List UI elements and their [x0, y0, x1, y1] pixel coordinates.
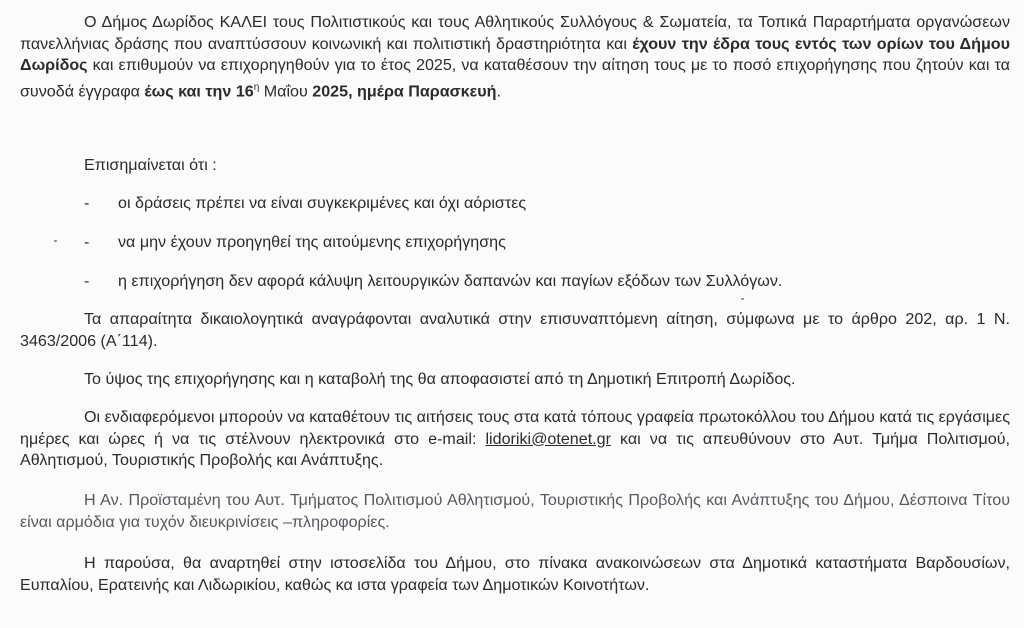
scan-speck	[741, 298, 744, 300]
invitation-text: Ο Δήμος Δωρίδος ΚΑΛΕΙ τους Πολιτιστικούς και τους Αθλητικούς Συλλόγους & Σωματεία, τα Τοπικά Παραρτήματα οργανώσεων πανελλήνιας δράσης που αναπτύσσουν κοινωνική και πολιτιστική δραστηριότητα και	[20, 13, 1010, 53]
bullet-text: η επιχορήγηση δεν αφορά κάλυψη λειτουργικών δαπανών και παγίων εξόδων των Συλλόγων.	[118, 272, 783, 290]
invitation-period: .	[496, 81, 501, 100]
deadline-month: Μαΐου	[259, 81, 313, 100]
submission-paragraph	[20, 407, 1010, 472]
invitation-bold-seat: έχουν την έδρα τους εντός των ορίων του Δήμου Δωρίδος	[20, 34, 1010, 74]
invitation-paragraph	[20, 12, 1010, 102]
publish-paragraph: Η παρούσα, θα αναρτηθεί στην ιστοσελίδα του Δήμου, στο πίνακα ανακοινώσεων στα Δημοτικά καταστήματα Βαρδουσίων, Ευπαλίου, Ερατεινής και Λιδωρικίου, καθώς κα ιστα γραφεία των Δημοτικών Κοινοτήτων.	[20, 554, 1010, 594]
contact-paragraph: Η Αν. Προϊσταμένη του Αυτ. Τμήματος Πολιτισμού Αθλητισμού, Τουριστικής Προβολής και Ανάπτυξης του Δήμου, Δέσποινα Τίτου είναι αρμόδια για τυχόν διευκρινίσεις –πληροφορίες.	[20, 491, 1010, 531]
bullet-dash: -	[84, 194, 90, 212]
deadline-superscript: η	[253, 81, 260, 93]
deadline-bold: έως και την 16	[144, 81, 254, 100]
document-page	[20, 0, 1010, 628]
documents-paragraph: Τα απαραίτητα δικαιολογητικά αναγράφονται αναλυτικά στην επισυναπτόμενη αίτηση, σύμφωνα με το άρθρο 202, αρ. 1 Ν. 3463/2006 (Α΄114).	[20, 310, 1010, 350]
email-link[interactable]: lidoriki@otenet.gr	[485, 429, 611, 448]
bullet-text: οι δράσεις πρέπει να είναι συγκεκριμένες και όχι αόριστες	[118, 194, 527, 212]
submission-text-cont: και να τις απευθύνουν στο Αυτ. Τμήμα Πολιτισμού, Αθλητισμού, Τουριστικής Προβολής και Ανάπτυξης.	[20, 429, 1010, 469]
note-heading: Επισημαίνεται ότι :	[84, 156, 217, 174]
submission-text: Οι ενδιαφερόμενοι μπορούν να καταθέτουν τις αιτήσεις τους στα κατά τόπους γραφεία πρωτοκόλλου του Δήμου κατά τις εργάσιμες ημέρες και ώρες ή να τις στέλνουν ηλεκτρονικά στο e-mail:	[20, 408, 1010, 448]
scan-speck	[54, 240, 57, 242]
amount-paragraph: Το ύψος της επιχορήγησης και η καταβολή της θα αποφασιστεί από τη Δημοτική Επιτροπή Δωρίδος.	[84, 370, 796, 388]
invitation-text-cont: και επιθυμούν να επιχορηγηθούν για το έτος 2025, να καταθέσουν την αίτηση τους με το ποσό επιχορήγησης που ζητούν και τα συνοδά έγγραφα	[20, 56, 1010, 100]
bullet-item	[20, 271, 1010, 293]
bullet-item	[20, 193, 1010, 215]
bullet-text: να μην έχουν προηγηθεί της αιτούμενης επιχορήγησης	[118, 233, 506, 251]
bullet-dash: -	[84, 233, 90, 251]
bullet-item	[20, 232, 1010, 254]
deadline-year-bold: 2025, ημέρα Παρασκευή	[312, 81, 497, 100]
bullet-dash: -	[84, 272, 90, 290]
